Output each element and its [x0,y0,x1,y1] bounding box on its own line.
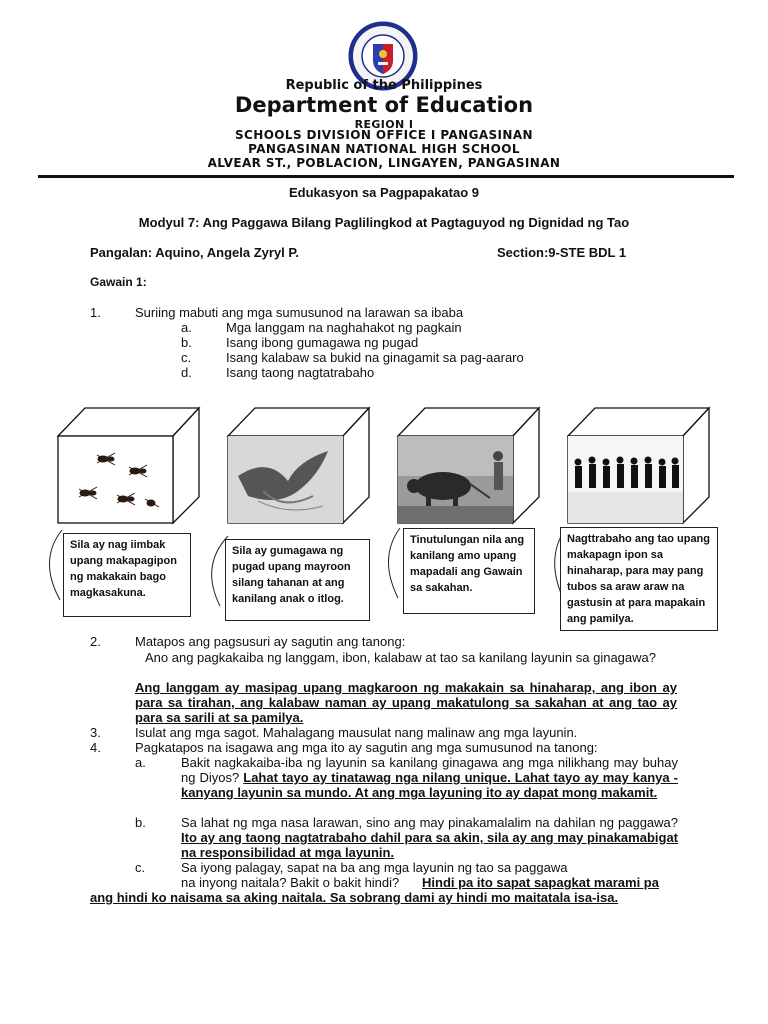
student-name: Pangalan: Aquino, Angela Zyryl P. [90,245,300,260]
q4c-question-line1: Sa iyong palagay, sapat na ba ang mga layunin ng tao sa paggawa [181,860,568,875]
q2-answer: Ang langgam ay masipag upang magkaroon ng makakain sa hinaharap, ang ibon ay para sa tirahan, ang kalabaw naman ay upang makatulong sa sakahan at ang tao ay para sa sarili at sa pamilya. [135,680,677,725]
q4c-answer-part1: Hindi pa ito sapat sapagkat marami pa [422,875,659,890]
q1-text: Suriing mabuti ang mga sumusunod na larawan sa ibaba [135,305,464,320]
q4b-answer: Ito ay ang taong nagtatrabaho dahil para sa akin, sila ay ang may pinakamabigat na responsibilidad at mga layunin. [181,830,678,860]
q1-item-text: Isang kalabaw sa bukid na ginagamit sa pag-aararo [226,350,524,365]
q2-text: Matapos ang pagsusuri ay sagutin ang tanong: [135,634,406,649]
q1-item-letter: c. [181,350,192,365]
activity-label: Gawain 1: [90,275,147,289]
division-label: SCHOOLS DIVISION OFFICE I PANGASINAN [235,128,533,142]
q4b-question: Sa lahat ng mga nasa larawan, sino ang may pinakamalalim na dahilan ng paggawa? [181,815,678,830]
department-title: Department of Education [234,93,534,117]
republic-title: Republic of the Philippines [285,78,483,93]
q1-item-letter: a. [181,320,192,335]
q4b-block [181,815,678,860]
q4c-answer-part2: ang hindi ko naisama sa aking naitala. Sa sobrang dami ay hindi mo maitatala isa-isa. [90,890,619,905]
q4a-question: Bakit nagkakaiba-iba ng layunin sa kanilang ginagawa ang mga nilikhang may buhay ng Diyos? [181,755,678,785]
q4-number: 4. [90,740,101,755]
q1-number: 1. [90,305,101,320]
q4c-question-line2: na inyong naitala? Bakit o bakit hindi? [181,875,400,890]
note-bird: Sila ay gumagawa ng pugad upang mayroon silang tahanan at ang kanilang anak o itlog. [225,539,370,621]
q1-item-text: Isang taong nagtatrabaho [226,365,375,380]
q4-text: Pagkatapos na isagawa ang mga ito ay sagutin ang mga sumusunod na tanong: [135,740,598,755]
q1-item-text: Mga langgam na naghahakot ng pagkain [226,320,462,335]
note-workers: Nagttrabaho ang tao upang makapagn ipon sa hinaharap, para may pang tubos sa araw araw na gastusin at para mapakain ang pamilya. [560,527,718,631]
q4a-letter: a. [135,755,146,770]
note-ants: Sila ay nag iimbak upang makapagipon ng makakain bago magkasakuna. [63,533,191,617]
subject-title: Edukasyon sa Pagpapakatao 9 [288,185,480,200]
q4c-letter: c. [135,860,146,875]
school-label: PANGASINAN NATIONAL HIGH SCHOOL [248,142,520,156]
module-title: Modyul 7: Ang Paggawa Bilang Paglilingkod at Pagtaguyod ng Dignidad ng Tao [138,215,630,230]
q3-text: Isulat ang mga sagot. Mahalagang mausulat nang malinaw ang mga layunin. [135,725,578,740]
student-section: Section:9-STE BDL 1 [497,245,627,260]
q4a-answer: Lahat tayo ay tinatawag nga nilang unique. Lahat tayo ay may kanya -kanyang layunin sa mundo. At ang mga layuning ito ay dapat mong makamit. [181,770,678,800]
q2-question: Ano ang pagkakaiba ng langgam, ibon, kalabaw at tao sa kanilang layunin sa ginagawa? [145,650,656,665]
q4b-letter: b. [135,815,146,830]
region-label: REGION I [354,118,414,131]
q1-item-letter: d. [181,365,192,380]
header-divider [38,175,734,178]
q3-number: 3. [90,725,101,740]
address-label: ALVEAR ST., POBLACION, LINGAYEN, PANGASINAN [207,156,561,170]
q4a-block [181,755,678,800]
q1-item-text: Isang ibong gumagawa ng pugad [226,335,419,350]
note-carabao: Tinutulungan nila ang kanilang amo upang mapadali ang Gawain sa sakahan. [403,528,535,614]
q1-item-letter: b. [181,335,192,350]
q2-number: 2. [90,634,101,649]
